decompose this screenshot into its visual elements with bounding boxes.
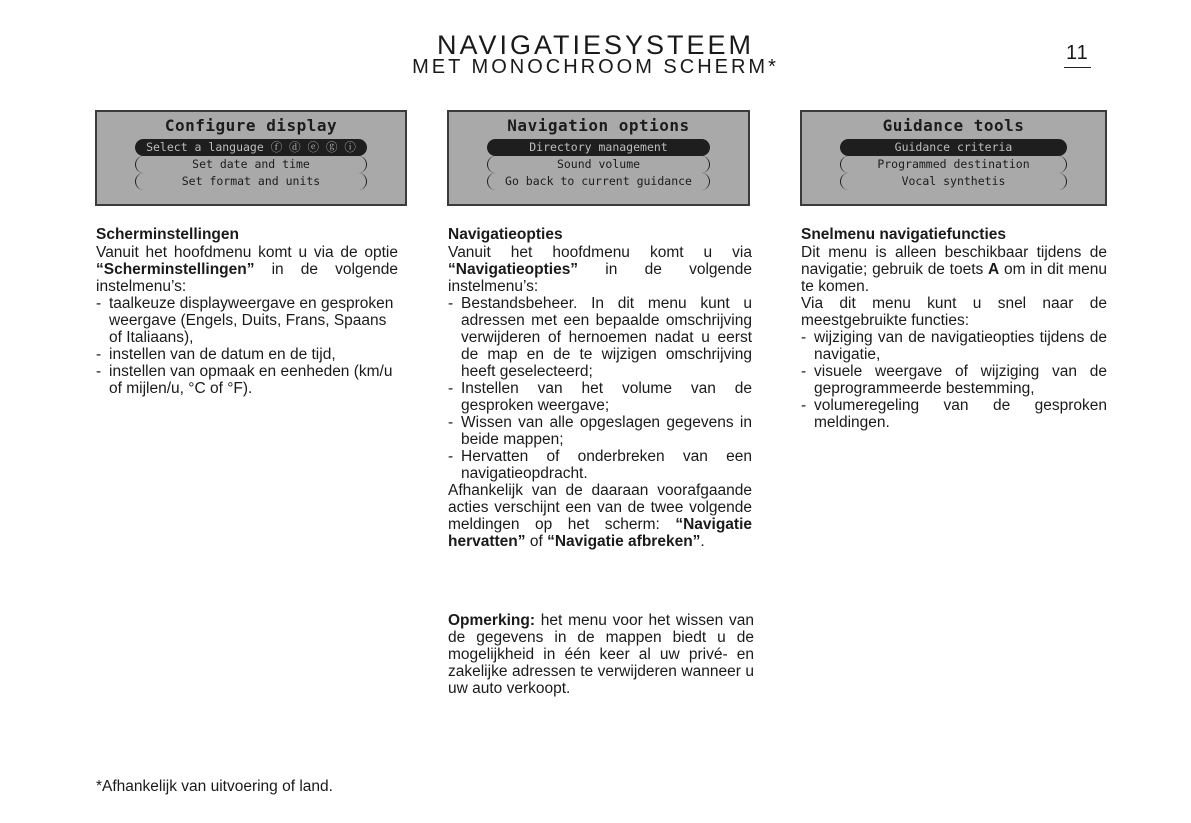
section-heading: Snelmenu navigatiefuncties <box>801 226 1006 243</box>
list-item: - Instellen van het volume van de gesproken weergave; <box>448 380 752 414</box>
bullet-list <box>96 295 398 397</box>
page-number: 11 <box>1066 42 1089 64</box>
section-heading: Scherminstellingen <box>96 226 239 243</box>
screen-menu-item: Programmed destination <box>840 156 1067 173</box>
list-item: - volumeregeling van de gesproken meldingen. <box>801 397 1107 431</box>
section-intro <box>96 244 398 295</box>
page-subtitle: MET MONOCHROOM SCHERM* <box>412 56 779 78</box>
page-number-underline <box>1064 67 1091 68</box>
screen-menu-item: Select a language ⓕ ⓓ ⓔ ⓖ ⓘ <box>135 139 367 156</box>
bullet-list <box>448 295 752 482</box>
screen-title: Navigation options <box>507 116 690 135</box>
section-followup <box>448 482 752 550</box>
screen-title: Guidance tools <box>882 116 1025 135</box>
section-navigatieopties <box>448 226 752 550</box>
screen-guidance-tools <box>800 110 1107 206</box>
page-title: NAVIGATIESYSTEEM <box>436 30 755 60</box>
key-a: A <box>988 261 1000 278</box>
screen-menu-item: Guidance criteria <box>840 139 1067 156</box>
list-item: - visuele weergave of wijziging van de geprogrammeerde bestemming, <box>801 363 1107 397</box>
note-opmerking <box>448 612 754 697</box>
intro-text: Dit menu is alleen beschikbaar tijdens de navigatie; gebruik de toets <box>801 244 1107 278</box>
list-item: - Hervatten of onderbreken van een navigatieopdracht. <box>448 448 752 482</box>
list-item: - Bestandsbeheer. In dit menu kunt u adressen met een bepaalde omschrijving verwijderen of hernoemen nadat u eerst de map en de te wijzigen omschrijving heeft geselecteerd; <box>448 295 752 380</box>
intro-text: om in dit menu te komen. <box>801 261 1107 295</box>
note-label: Opmerking: <box>448 612 535 629</box>
intro-text: Vanuit het hoofdmenu komt u via de optie <box>96 244 398 261</box>
list-item: - taalkeuze displayweergave en gesproken weergave (Engels, Duits, Frans, Spaans of Italiaans), <box>96 295 398 346</box>
screen-menu-item: Set format and units <box>135 173 367 190</box>
intro-bold: “Scherminstellingen” <box>96 261 255 278</box>
screen-menu-item: Go back to current guidance <box>487 173 710 190</box>
screen-menu-item: Directory management <box>487 139 710 156</box>
screen-navigation-options <box>447 110 750 206</box>
screen-menu-item: Set date and time <box>135 156 367 173</box>
screen-configure-display <box>95 110 407 206</box>
followup-text: . <box>700 533 705 550</box>
note-text: het menu voor het wissen van de gegevens in de mappen biedt u de mogelijkheid in één keer al uw privé- en zakelijke adressen te verwijderen wanneer u uw auto verkoopt. <box>448 612 754 697</box>
section-scherminstellingen <box>96 226 398 397</box>
intro-text: in de volgende instelmenu’s: <box>96 261 398 295</box>
screen-menu-item: Vocal synthetis <box>840 173 1067 190</box>
list-item: - wijziging van de navigatieopties tijdens de navigatie, <box>801 329 1107 363</box>
section-intro <box>448 244 752 295</box>
list-item: - instellen van de datum en de tijd, <box>96 346 398 363</box>
followup-text: of <box>525 533 548 550</box>
screen-menu-item: Sound volume <box>487 156 710 173</box>
intro-text: in de volgende instelmenu’s: <box>448 261 752 295</box>
intro-text: Vanuit het hoofdmenu komt u via <box>448 244 752 261</box>
intro-bold: “Navigatieopties” <box>448 261 579 278</box>
section-snelmenu <box>801 226 1107 431</box>
list-item: - instellen van opmaak en eenheden (km/u of mijlen/u, °C of °F). <box>96 363 398 397</box>
section-paragraph: Via dit menu kunt u snel naar de meestgebruikte functies: <box>801 295 1107 329</box>
bullet-list <box>801 329 1107 431</box>
section-heading: Navigatieopties <box>448 226 563 243</box>
followup-text: Afhankelijk van de daaraan voorafgaande acties verschijnt een van de twee volgende meldingen op het scherm: <box>448 482 752 533</box>
footnote: *Afhankelijk van uitvoering of land. <box>96 778 333 795</box>
message-abort: “Navigatie afbreken” <box>547 533 701 550</box>
message-resume: “Navigatie hervatten” <box>448 516 752 550</box>
section-intro <box>801 244 1107 295</box>
screen-title: Configure display <box>164 116 338 135</box>
list-item: - Wissen van alle opgeslagen gegevens in beide mappen; <box>448 414 752 448</box>
